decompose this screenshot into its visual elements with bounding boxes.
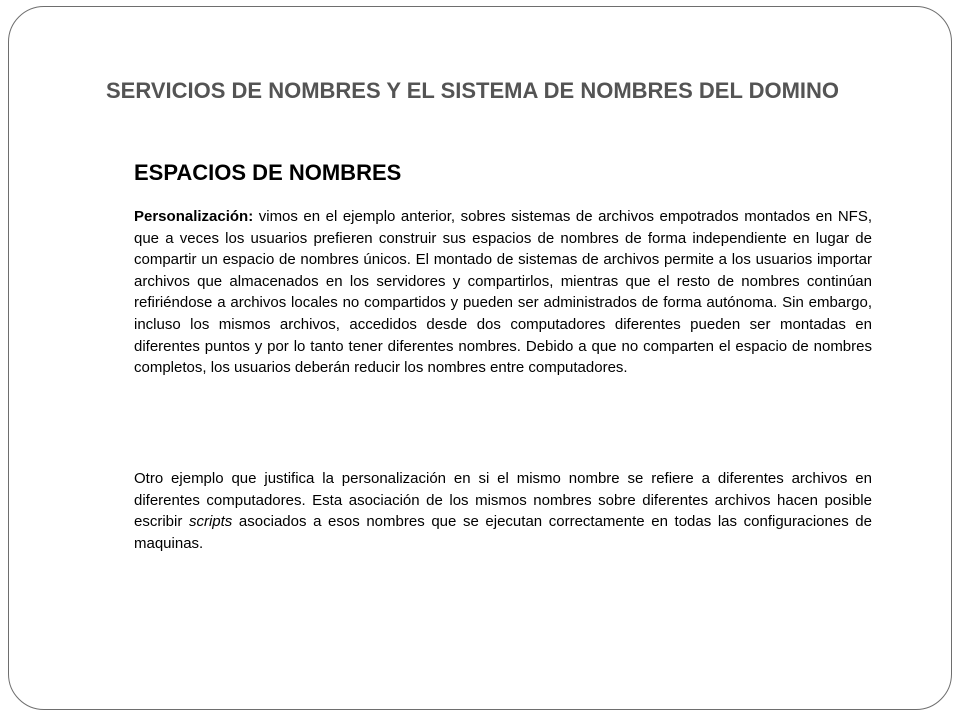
- section-heading: ESPACIOS DE NOMBRES: [134, 160, 402, 185]
- italic-term-scripts: scripts: [188, 513, 233, 531]
- paragraph-personalizacion: [134, 206, 872, 379]
- paragraph-2-text-before: Otro ejemplo que justifica la personalización en si el mismo nombre se refiere a diferentes archivos en diferentes computadores. Esta asociación de los mismos nombres sobre diferentes archivos hacen posible escribir: [134, 470, 872, 531]
- paragraph-2-text-after: asociados a esos nombres que se ejecutan correctamente en todas las configuraciones de maquinas.: [134, 513, 872, 552]
- paragraph-otro-ejemplo: [134, 468, 872, 554]
- lead-term: Personalización:: [134, 208, 254, 225]
- paragraph-1-text: vimos en el ejemplo anterior, sobres sistemas de archivos empotrados montados en NFS, que a veces los usuarios prefieren construir sus espacios de nombres de forma independiente en lugar de compartir un espacio de nombres únicos. El montado de sistemas de archivos permite a los usuarios importar archivos que almacenados en los servidores y compartirlos, mientras que el resto de nombres continúan refiriéndose a archivos locales no compartidos y pueden ser administrados de forma autónoma. Sin embargo, incluso los mismos archivos, accedidos desde dos computadores diferentes pueden ser montadas en diferentes puntos y por lo tanto tener diferentes nombres. Debido a que no comparten el espacio de nombres completos, los usuarios deberán reducir los nombres entre computadores.: [134, 208, 872, 377]
- slide-title: SERVICIOS DE NOMBRES Y EL SISTEMA DE NOMBRES DEL DOMINO: [106, 78, 840, 103]
